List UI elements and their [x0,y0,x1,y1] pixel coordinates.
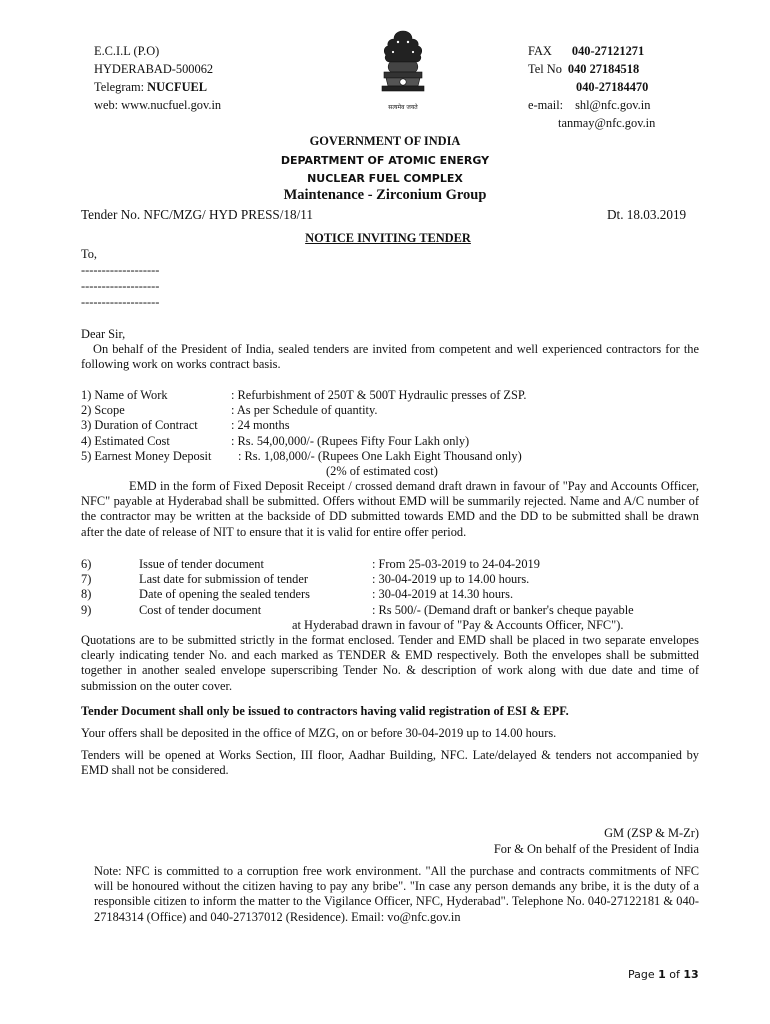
detail-value: : Refurbishment of 250T & 500T Hydraulic presses of ZSP. [231,388,527,402]
page-label: Page [628,968,655,981]
header-telegram [94,80,207,95]
signature-title: GM (ZSP & M-Zr) [604,826,699,840]
tel-number-2: 040-27184470 [576,80,649,94]
tel-label: Tel No [528,62,562,76]
bold-notice: Tender Document shall only be issued to contractors having valid registration of ESI & EPF. [81,704,569,718]
work-details [81,388,699,464]
detail-label: 2) Scope [81,403,125,418]
emd-paragraph: EMD in the form of Fixed Deposit Receipt / crossed demand draft drawn in favour of "Pay and Accounts Officer, NFC" payable at Hyderabad shall be submitted. Offers without EMD will be summarily rejected. Name and A/C number of the contractor may be written at the backside of DD submitted towards EMD and the DD to be submitted shall be drawn after the date of release of NIT to ensure that it is valid for entire offer period. [81,479,699,539]
header-org: E.C.I.L (P.O) [94,44,160,58]
schedule-row [81,587,699,602]
email-2[interactable]: tanmay@nfc.gov.in [558,116,656,130]
page-total: 13 [683,968,699,981]
telegram-value: NUCFUEL [147,80,208,94]
vigilance-note: Note: NFC is committed to a corruption free work environment. "All the purchase and contracts commitments of NFC will be honoured without the citizen having to pay any bribe". "In case any person demands any bribe, it is the duty of a responsible citizen to inform the matter to the Vigilance Officer, NFC, Hyderabad". Telephone No. 040-27122181 & 040-27184314 (Office) and 040-27137012 (Residence). Email: vo@nfc.gov.in [94,864,699,924]
email-1[interactable]: shl@nfc.gov.in [575,98,651,112]
detail-row [81,418,699,433]
header-tel [528,62,639,77]
tender-date: Dt. 18.03.2019 [607,207,687,222]
address-line-1: ------------------- [81,263,160,277]
header-web: web: www.nucfuel.gov.in [94,98,222,112]
header-fax [528,44,644,59]
header-city: HYDERABAD-500062 [94,62,214,76]
title-government: GOVERNMENT OF INDIA [309,134,461,148]
opening-paragraph: Tenders will be opened at Works Section, III floor, Aadhar Building, NFC. Late/delayed & tenders not accompanied by EMD shall not be considered. [81,748,699,778]
detail-value: : As per Schedule of quantity. [231,403,378,418]
detail-value: : Rs. 54,00,000/- (Rupees Fifty Four Lakh only) [231,433,470,448]
detail-label: 3) Duration of Contract [81,418,198,433]
schedule-row [81,557,699,572]
of-label: of [669,968,680,981]
schedule-label: Date of opening the sealed tenders [139,587,310,602]
detail-value: : Rs. 1,08,000/- (Rupees One Lakh Eight Thousand only) [238,448,522,463]
detail-row [81,403,699,418]
page-footer [628,967,699,982]
title-group: Maintenance - Zirconium Group [283,187,487,203]
schedule-num: 9) [81,602,92,617]
salutation: Dear Sir, [81,327,126,341]
schedule-num: 6) [81,557,92,571]
detail-label: 1) Name of Work [81,388,168,402]
tel-number-1: 040 27184518 [567,62,640,76]
cost-continuation: at Hyderabad drawn in favour of "Pay & Accounts Officer, NFC"). [292,618,624,632]
detail-row [81,449,699,464]
title-complex: NUCLEAR FUEL COMPLEX [307,172,463,185]
schedule-label: Issue of tender document [139,557,264,571]
address-line-2: ------------------- [81,279,160,293]
detail-value: : 24 months [231,418,290,433]
lion-capital-icon [372,28,434,100]
detail-row [81,388,699,403]
emd-note: (2% of estimated cost) [326,464,438,478]
detail-label: 4) Estimated Cost [81,433,170,448]
emblem-caption: सत्यमेव जयते [388,104,418,112]
tender-schedule [81,557,699,618]
schedule-label: Cost of tender document [139,602,262,617]
schedule-value: : Rs 500/- (Demand draft or banker's cheque payable [372,602,634,617]
header-email [528,98,650,113]
detail-label: 5) Earnest Money Deposit [81,448,212,463]
schedule-value: : 30-04-2019 at 14.30 hours. [372,587,514,602]
detail-row [81,434,699,449]
schedule-value: : From 25-03-2019 to 24-04-2019 [372,557,540,571]
address-to: To, [81,247,97,261]
schedule-value: : 30-04-2019 up to 14.00 hours. [372,572,530,587]
schedule-num: 8) [81,587,92,602]
offers-line: Your offers shall be deposited in the office of MZG, on or before 30-04-2019 up to 14.00 hours. [81,726,557,740]
national-emblem [372,28,434,110]
fax-label: FAX [528,44,552,58]
notice-heading: NOTICE INVITING TENDER [305,231,471,245]
tender-number: Tender No. NFC/MZG/ HYD PRESS/18/11 [81,207,313,222]
schedule-label: Last date for submission of tender [139,572,308,587]
intro-paragraph: On behalf of the President of India, sealed tenders are invited from competent and well experienced contractors for the following work on works contract basis. [81,342,699,372]
schedule-row [81,572,699,587]
address-line-3: ------------------- [81,295,160,309]
telegram-label: Telegram: [94,80,145,94]
signature-behalf: For & On behalf of the President of India [493,842,699,856]
email-label: e-mail: [528,98,564,112]
page-number: 1 [658,968,666,981]
quotations-paragraph: Quotations are to be submitted strictly in the format enclosed. Tender and EMD shall be placed in two separate envelopes clearly indicating tender No. and each marked as TENDER & EMD respectively. Both the envelopes shall be submitted together in another sealed envelope superscribing Tender No. & description of work along with due date and time of submission on the outer cover. [81,633,699,693]
schedule-row [81,603,699,618]
title-department: DEPARTMENT OF ATOMIC ENERGY [280,154,490,167]
fax-number: 040-27121271 [571,44,645,58]
schedule-num: 7) [81,572,92,587]
